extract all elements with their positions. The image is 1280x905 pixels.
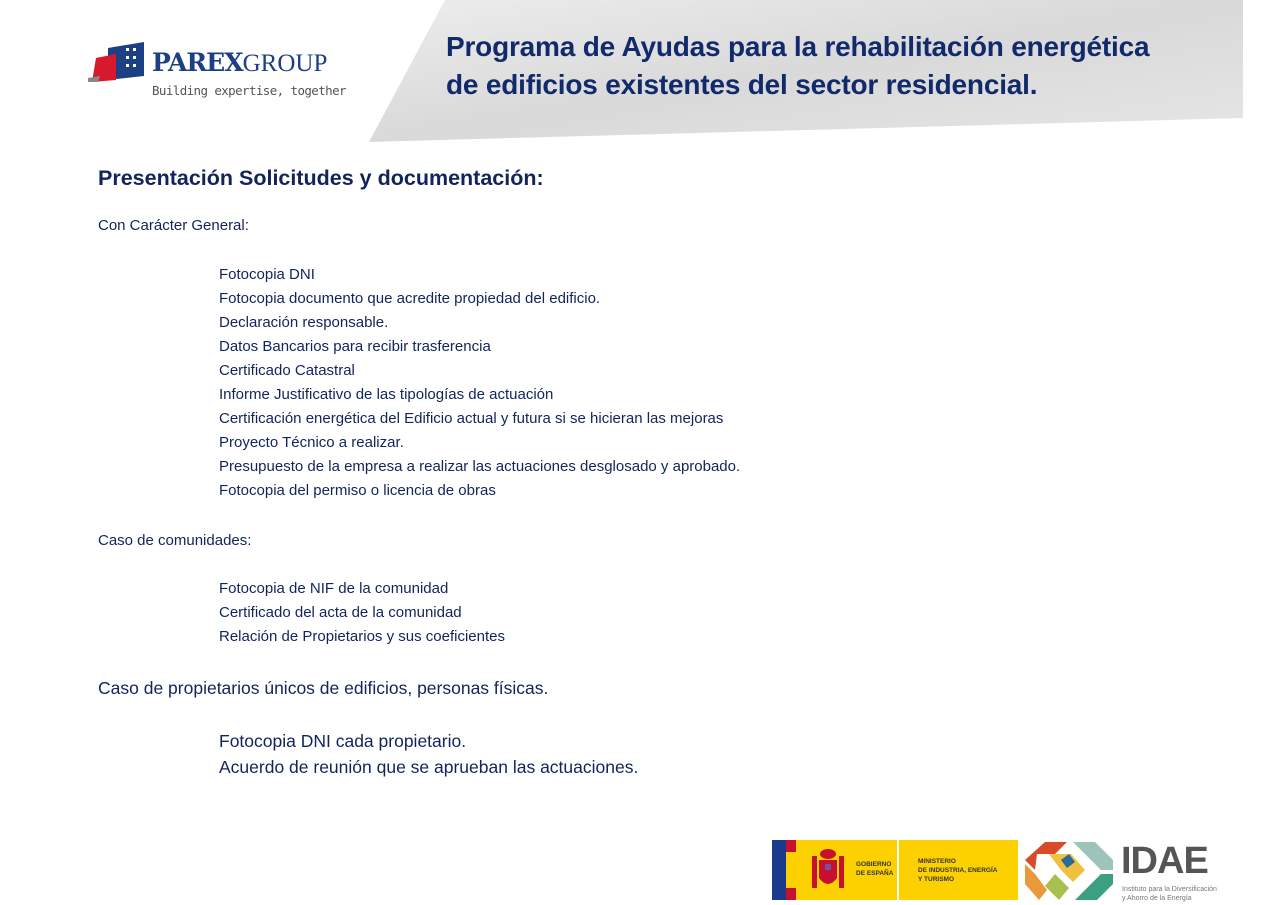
list-item: Fotocopia DNI cada propietario.: [219, 731, 467, 751]
general-label: Con Carácter General:: [98, 217, 249, 234]
eu-flag-icon: [772, 840, 786, 900]
idae-knot-icon: [1025, 840, 1115, 902]
propietarios-label: Caso de propietarios únicos de edificios, personas físicas.: [98, 678, 549, 698]
list-item: Fotocopia DNI: [219, 266, 315, 283]
comunidades-label: Caso de comunidades:: [98, 532, 252, 549]
parex-group-logo: [88, 36, 348, 106]
list-item: Presupuesto de la empresa a realizar las actuaciones desglosado y aprobado.: [219, 458, 741, 475]
list-item: Relación de Propietarios y sus coeficientes: [219, 628, 505, 645]
list-item: Informe Justificativo de las tipologías de actuación: [219, 386, 554, 403]
list-item: Certificación energética del Edificio actual y futura si se hicieran las mejoras: [219, 410, 724, 427]
list-item: Datos Bancarios para recibir trasferencia: [219, 338, 491, 355]
parex-flag-icon: [88, 40, 148, 84]
gobierno-ministerio-logo: [772, 840, 1018, 900]
brand-tagline: Building expertise, together: [152, 83, 346, 98]
general-list: [219, 263, 740, 503]
brand-name: PAREXGROUP: [152, 48, 328, 77]
idae-logo: [1025, 840, 1240, 904]
coat-of-arms-icon: [808, 846, 848, 894]
idae-subtitle: Instituto para la Diversificación y Ahorro de la Energía: [1122, 886, 1217, 902]
propietarios-list: [219, 728, 638, 780]
list-item: Fotocopia del permiso o licencia de obras: [219, 482, 496, 499]
list-item: Certificado Catastral: [219, 362, 355, 379]
page-title: [446, 28, 1149, 104]
spain-flag-icon: [786, 840, 796, 900]
idae-name: IDAE: [1121, 840, 1208, 882]
list-item: Proyecto Técnico a realizar.: [219, 434, 404, 451]
list-item: Acuerdo de reunión que se aprueban las actuaciones.: [219, 757, 639, 777]
list-item: Fotocopia documento que acredite propiedad del edificio.: [219, 290, 601, 307]
section-heading: Presentación Solicitudes y documentación:: [98, 166, 544, 190]
comunidades-list: [219, 577, 505, 649]
title-line: de edificios existentes del sector residencial.: [446, 69, 1038, 100]
gobierno-text: GOBIERNO DE ESPAÑA: [856, 861, 894, 877]
ministerio-text: MINISTERIO DE INDUSTRIA, ENERGÍA Y TURISMO: [918, 858, 998, 883]
list-item: Certificado del acta de la comunidad: [219, 604, 462, 621]
list-item: Declaración responsable.: [219, 314, 389, 331]
list-item: Fotocopia de NIF de la comunidad: [219, 580, 449, 597]
title-line: Programa de Ayudas para la rehabilitación energética: [446, 31, 1150, 62]
